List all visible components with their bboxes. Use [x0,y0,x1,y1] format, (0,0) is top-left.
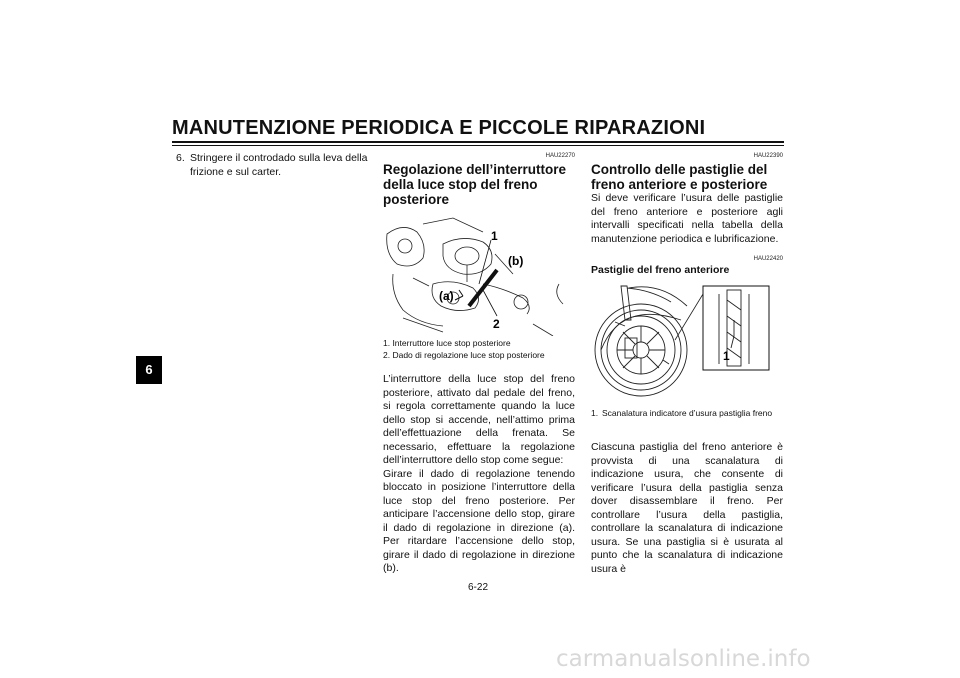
step-number: 6. [176,152,185,164]
front-pads-paragraph: Ciascuna pastiglia del freno anteriore è provvista di una scanalatura di indicazione usura, che consente di verificare l’usura della pastiglia senza dover disassemblare il freno. Per controllare l’usura della pastiglia, controllare la scanalatura di indicazione usura. Se una pastiglia si è usurata al punto che la scanalatura di indicazione usura è [591,441,783,575]
page-number: 6-22 [468,582,489,593]
header-rule-thin [172,145,784,146]
section-code: HAU22390 [753,153,783,159]
figure-brake-light-switch [383,214,575,336]
figure-label-1: 1 [723,349,730,363]
watermark: carmanualsonline.info [556,646,811,672]
paragraph-text: L’interruttore della luce stop del freno posteriore, attivato dal pedale del freno, si regola correttamente quando la luce dello stop si accende, nell’attimo prima dell’effettuazione della frenata. Se necessario, effettuare la regolazione dell’interruttore dello stop come segue: [383,373,575,466]
step-text: Stringere il controdado sulla leva della frizione e sul carter. [190,152,368,178]
figure-captions [383,338,575,361]
figure-caption [591,408,783,420]
subsection-title-front-pads: Pastiglie del freno anteriore [591,264,730,276]
section-code: HAU22420 [753,256,783,262]
paragraph-text: Girare il dado di regolazione tenendo bloccato in posizione l’interruttore della luce stop del freno posteriore. Per anticipare l’accensione dello stop, girare il dado di regolazione in direzione (a). Per ritardare l’accensione dello stop, girare il dado di regolazione in direzione (b). [383,467,575,574]
section-title-brake-pads: Controllo delle pastiglie del freno anteriore e posteriore [591,162,768,192]
figure-label-2: 2 [493,317,500,331]
chapter-tab: 6 [136,356,162,384]
caption-item: 2. Dado di regolazione luce stop posteriore [383,349,545,360]
step-item [176,152,368,179]
caption-text: Scanalatura indicatore d’usura pastiglia freno [602,408,773,418]
section-title-brake-switch: Regolazione dell’interruttore della luce stop del freno posteriore [383,162,567,207]
caption-item: 1. Interruttore luce stop posteriore [383,338,511,348]
header-rule [172,141,784,143]
section-code: HAU22270 [545,153,575,159]
figure-label-b: (b) [508,254,524,268]
figure-label-a: (a) [439,289,454,303]
page-header-title: MANUTENZIONE PERIODICA E PICCOLE RIPARAZIONI [172,117,706,139]
figure-front-brake-pads [591,280,783,404]
front-wheel-illustration [591,280,783,404]
caption-number: 1. [591,408,599,418]
brake-switch-paragraph [383,373,575,576]
brake-pads-paragraph: Si deve verificare l’usura delle pastiglie del freno anteriore e posteriore agli intervalli specificati nella tabella della manutenzione periodica e lubrificazione. [591,192,783,245]
figure-label-1: 1 [491,229,498,243]
brake-switch-illustration [383,214,575,336]
